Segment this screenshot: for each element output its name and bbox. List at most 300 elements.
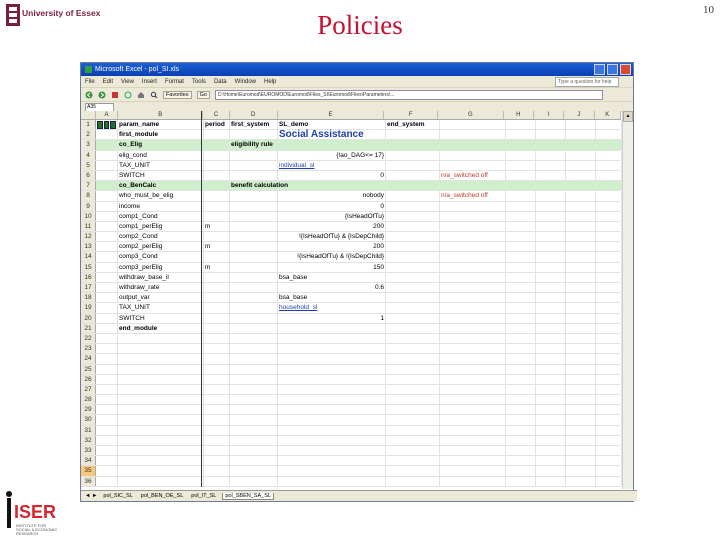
cell-h[interactable] <box>506 344 536 353</box>
cell-i[interactable] <box>536 232 566 241</box>
cell-h[interactable] <box>506 212 536 221</box>
cell-f[interactable] <box>386 191 440 200</box>
cell-j[interactable] <box>566 191 596 200</box>
cell-e[interactable]: Social Assistance <box>278 130 386 139</box>
cell-i[interactable] <box>536 415 566 424</box>
cell-e[interactable] <box>278 395 386 404</box>
cell-g[interactable]: n/a_switched off <box>440 191 506 200</box>
cell-f[interactable] <box>386 314 440 323</box>
row-number[interactable]: 30 <box>81 415 96 424</box>
cell-h[interactable] <box>506 151 536 160</box>
cell-h[interactable] <box>506 365 536 374</box>
cell-h[interactable] <box>506 466 536 475</box>
cell-b[interactable]: TAX_UNIT <box>118 303 204 312</box>
forward-icon[interactable] <box>98 91 106 99</box>
cell-g[interactable] <box>440 385 506 394</box>
cell-g[interactable] <box>440 273 506 282</box>
cell-d[interactable] <box>230 426 278 435</box>
cell-c[interactable] <box>204 385 230 394</box>
cell-f[interactable] <box>386 303 440 312</box>
row-number[interactable]: 23 <box>81 344 96 353</box>
cell-g[interactable] <box>440 415 506 424</box>
cell-i[interactable] <box>536 405 566 414</box>
cell-e[interactable]: 0 <box>278 171 386 180</box>
cell-f[interactable] <box>386 385 440 394</box>
cell-j[interactable] <box>566 273 596 282</box>
cell-k[interactable] <box>596 151 622 160</box>
cell-i[interactable] <box>536 375 566 384</box>
cell-h[interactable] <box>506 161 536 170</box>
cell-g[interactable] <box>440 314 506 323</box>
cell-a[interactable] <box>96 324 118 333</box>
cell-i[interactable] <box>536 314 566 323</box>
cell-i[interactable] <box>536 212 566 221</box>
cell-k[interactable] <box>596 314 622 323</box>
cell-h[interactable] <box>506 415 536 424</box>
cell-d[interactable] <box>230 395 278 404</box>
cell-a[interactable] <box>96 202 118 211</box>
cell-k[interactable] <box>596 120 622 129</box>
cell-a[interactable] <box>96 130 118 139</box>
cell-b[interactable]: comp2_Cond <box>118 232 204 241</box>
cell-j[interactable] <box>566 181 596 190</box>
cell-g[interactable] <box>440 263 506 272</box>
cell-f[interactable] <box>386 324 440 333</box>
cell-h[interactable] <box>506 293 536 302</box>
cell-a[interactable] <box>96 212 118 221</box>
cell-h[interactable] <box>506 222 536 231</box>
cell-k[interactable] <box>596 130 622 139</box>
cell-j[interactable] <box>566 161 596 170</box>
column-header[interactable]: A <box>96 111 119 119</box>
cell-a[interactable] <box>96 466 118 475</box>
cell-c[interactable] <box>204 212 230 221</box>
cell-g[interactable] <box>440 161 506 170</box>
row-number[interactable]: 25 <box>81 365 96 374</box>
cell-a[interactable] <box>96 140 118 149</box>
cell-i[interactable] <box>536 222 566 231</box>
cell-j[interactable] <box>566 466 596 475</box>
row-number[interactable]: 26 <box>81 375 96 384</box>
cell-d[interactable] <box>230 466 278 475</box>
cell-k[interactable] <box>596 171 622 180</box>
cell-e[interactable] <box>278 140 386 149</box>
cell-i[interactable] <box>536 466 566 475</box>
cell-f[interactable] <box>386 161 440 170</box>
row-number[interactable]: 9 <box>81 202 96 211</box>
column-header[interactable]: K <box>595 111 621 119</box>
cell-d[interactable] <box>230 415 278 424</box>
cell-d[interactable] <box>230 212 278 221</box>
cell-c[interactable]: m <box>204 222 230 231</box>
cell-j[interactable] <box>566 140 596 149</box>
cell-g[interactable] <box>440 436 506 445</box>
cell-a[interactable] <box>96 385 118 394</box>
cell-c[interactable] <box>204 293 230 302</box>
cell-i[interactable] <box>536 436 566 445</box>
cell-d[interactable] <box>230 151 278 160</box>
cell-k[interactable] <box>596 446 622 455</box>
row-number[interactable]: 11 <box>81 222 96 231</box>
cell-a[interactable] <box>96 334 118 343</box>
cell-a[interactable] <box>96 263 118 272</box>
cell-g[interactable] <box>440 405 506 414</box>
cell-j[interactable] <box>566 334 596 343</box>
cell-k[interactable] <box>596 303 622 312</box>
cell-k[interactable] <box>596 466 622 475</box>
cell-k[interactable] <box>596 334 622 343</box>
column-header[interactable]: C <box>203 111 229 119</box>
cell-k[interactable] <box>596 263 622 272</box>
cell-b[interactable]: param_name <box>118 120 204 129</box>
column-header[interactable]: I <box>534 111 564 119</box>
cell-e[interactable] <box>278 446 386 455</box>
cell-g[interactable] <box>440 375 506 384</box>
cell-d[interactable] <box>230 314 278 323</box>
cell-g[interactable] <box>440 283 506 292</box>
cell-b[interactable] <box>118 375 204 384</box>
home-icon[interactable] <box>137 91 145 99</box>
cell-f[interactable] <box>386 283 440 292</box>
cell-a[interactable] <box>96 415 118 424</box>
cell-b[interactable]: comp2_perElig <box>118 242 204 251</box>
cell-e[interactable]: bsa_base <box>278 273 386 282</box>
cell-a[interactable] <box>96 456 118 465</box>
cell-g[interactable] <box>440 354 506 363</box>
cell-j[interactable] <box>566 212 596 221</box>
cell-h[interactable] <box>506 334 536 343</box>
cell-h[interactable] <box>506 303 536 312</box>
cell-h[interactable] <box>506 252 536 261</box>
cell-k[interactable] <box>596 405 622 414</box>
cell-j[interactable] <box>566 314 596 323</box>
cell-h[interactable] <box>506 202 536 211</box>
cell-g[interactable] <box>440 426 506 435</box>
cell-e[interactable]: individual_sl <box>278 161 386 170</box>
row-number[interactable]: 17 <box>81 283 96 292</box>
column-header[interactable]: F <box>384 111 438 119</box>
cell-f[interactable] <box>386 426 440 435</box>
row-number[interactable]: 1 <box>81 120 96 129</box>
row-number[interactable]: 24 <box>81 354 96 363</box>
cell-i[interactable] <box>536 151 566 160</box>
cell-e[interactable]: {IsHeadOfTu} <box>278 212 386 221</box>
cell-b[interactable] <box>118 395 204 404</box>
scroll-up-icon[interactable]: ▲ <box>623 111 633 122</box>
cell-i[interactable] <box>536 120 566 129</box>
row-number[interactable]: 28 <box>81 395 96 404</box>
cell-a[interactable] <box>96 303 118 312</box>
cell-e[interactable] <box>278 181 386 190</box>
row-number[interactable]: 20 <box>81 314 96 323</box>
row-number[interactable]: 15 <box>81 263 96 272</box>
cell-c[interactable] <box>204 354 230 363</box>
cell-j[interactable] <box>566 436 596 445</box>
cell-g[interactable] <box>440 477 506 486</box>
cell-h[interactable] <box>506 273 536 282</box>
cell-a[interactable] <box>96 426 118 435</box>
cell-c[interactable] <box>204 252 230 261</box>
cell-f[interactable] <box>386 202 440 211</box>
cell-k[interactable] <box>596 354 622 363</box>
cell-j[interactable] <box>566 222 596 231</box>
cell-b[interactable]: income <box>118 202 204 211</box>
cell-f[interactable] <box>386 232 440 241</box>
cell-g[interactable] <box>440 293 506 302</box>
row-number[interactable]: 36 <box>81 477 96 486</box>
cell-f[interactable] <box>386 252 440 261</box>
cell-f[interactable] <box>386 466 440 475</box>
cell-c[interactable] <box>204 273 230 282</box>
cell-k[interactable] <box>596 365 622 374</box>
cell-f[interactable] <box>386 273 440 282</box>
cell-c[interactable] <box>204 324 230 333</box>
cell-a[interactable] <box>96 395 118 404</box>
cell-f[interactable] <box>386 242 440 251</box>
menu-edit[interactable]: Edit <box>102 78 114 85</box>
cell-c[interactable] <box>204 202 230 211</box>
cell-c[interactable]: m <box>204 242 230 251</box>
column-header[interactable]: B <box>118 111 203 119</box>
cell-e[interactable]: 150 <box>278 263 386 272</box>
cell-k[interactable] <box>596 273 622 282</box>
row-number[interactable]: 29 <box>81 405 96 414</box>
row-number[interactable]: 7 <box>81 181 96 190</box>
row-number[interactable]: 34 <box>81 456 96 465</box>
cell-g[interactable] <box>440 202 506 211</box>
maximize-button[interactable] <box>607 64 618 75</box>
cell-f[interactable] <box>386 436 440 445</box>
column-header[interactable]: J <box>564 111 594 119</box>
cell-i[interactable] <box>536 283 566 292</box>
cell-g[interactable] <box>440 456 506 465</box>
column-header[interactable]: G <box>438 111 504 119</box>
cell-a[interactable] <box>96 161 118 170</box>
column-header[interactable]: H <box>504 111 534 119</box>
cell-j[interactable] <box>566 354 596 363</box>
cell-c[interactable] <box>204 334 230 343</box>
cell-c[interactable] <box>204 151 230 160</box>
cell-d[interactable] <box>230 456 278 465</box>
cell-i[interactable] <box>536 242 566 251</box>
cell-b[interactable]: withdraw_rate <box>118 283 204 292</box>
cell-b[interactable]: withdraw_base_il <box>118 273 204 282</box>
cell-b[interactable]: who_must_be_elig <box>118 191 204 200</box>
cell-i[interactable] <box>536 344 566 353</box>
cell-g[interactable] <box>440 181 506 190</box>
cell-c[interactable] <box>204 232 230 241</box>
cell-k[interactable] <box>596 477 622 486</box>
cell-e[interactable] <box>278 436 386 445</box>
row-number[interactable]: 21 <box>81 324 96 333</box>
cell-j[interactable] <box>566 283 596 292</box>
cell-c[interactable] <box>204 344 230 353</box>
cell-e[interactable] <box>278 354 386 363</box>
cell-g[interactable]: n/a_switched off <box>440 171 506 180</box>
cell-k[interactable] <box>596 181 622 190</box>
row-number[interactable]: 8 <box>81 191 96 200</box>
cell-i[interactable] <box>536 140 566 149</box>
cell-g[interactable] <box>440 130 506 139</box>
cell-a[interactable] <box>96 405 118 414</box>
cell-i[interactable] <box>536 293 566 302</box>
cell-h[interactable] <box>506 191 536 200</box>
cell-b[interactable]: co_BenCalc <box>118 181 204 190</box>
cell-d[interactable] <box>230 385 278 394</box>
cell-a[interactable] <box>96 120 118 129</box>
cell-d[interactable] <box>230 446 278 455</box>
cell-e[interactable]: 0.6 <box>278 283 386 292</box>
cell-f[interactable] <box>386 263 440 272</box>
cell-d[interactable] <box>230 375 278 384</box>
cell-d[interactable] <box>230 222 278 231</box>
cell-j[interactable] <box>566 324 596 333</box>
cell-g[interactable] <box>440 303 506 312</box>
cell-k[interactable] <box>596 140 622 149</box>
cell-e[interactable] <box>278 466 386 475</box>
cell-d[interactable] <box>230 161 278 170</box>
cell-c[interactable] <box>204 303 230 312</box>
cell-a[interactable] <box>96 232 118 241</box>
cell-j[interactable] <box>566 120 596 129</box>
name-box[interactable]: A35 <box>85 103 114 112</box>
cell-h[interactable] <box>506 354 536 363</box>
cell-i[interactable] <box>536 395 566 404</box>
cell-f[interactable] <box>386 456 440 465</box>
cell-j[interactable] <box>566 365 596 374</box>
cell-g[interactable] <box>440 344 506 353</box>
cell-k[interactable] <box>596 395 622 404</box>
cell-c[interactable] <box>204 375 230 384</box>
cell-f[interactable] <box>386 477 440 486</box>
cell-a[interactable] <box>96 181 118 190</box>
cell-h[interactable] <box>506 405 536 414</box>
cell-j[interactable] <box>566 202 596 211</box>
cell-a[interactable] <box>96 242 118 251</box>
menu-tools[interactable]: Tools <box>191 78 206 85</box>
cell-b[interactable] <box>118 446 204 455</box>
cell-k[interactable] <box>596 426 622 435</box>
cell-d[interactable]: eligibility rule <box>230 140 278 149</box>
cell-c[interactable] <box>204 161 230 170</box>
cell-h[interactable] <box>506 263 536 272</box>
cell-b[interactable]: output_var <box>118 293 204 302</box>
sheet-tab[interactable]: pol_SIC_SL <box>103 493 133 499</box>
back-icon[interactable] <box>85 91 93 99</box>
cell-k[interactable] <box>596 436 622 445</box>
cell-h[interactable] <box>506 242 536 251</box>
cell-i[interactable] <box>536 263 566 272</box>
cell-b[interactable] <box>118 466 204 475</box>
cell-e[interactable]: {!ao_DAG<= 17} <box>278 151 386 160</box>
cell-j[interactable] <box>566 426 596 435</box>
sheet-tab-active[interactable]: pol_SBEN_SA_SL <box>222 493 274 500</box>
cell-a[interactable] <box>96 375 118 384</box>
cell-e[interactable]: !{IsHeadOfTu} & !{IsDepChild} <box>278 252 386 261</box>
cell-f[interactable] <box>386 354 440 363</box>
cell-e[interactable] <box>278 426 386 435</box>
cell-g[interactable] <box>440 242 506 251</box>
cell-h[interactable] <box>506 181 536 190</box>
cell-i[interactable] <box>536 446 566 455</box>
cell-b[interactable]: SWITCH <box>118 314 204 323</box>
address-field[interactable]: D:\Home\Euromod\EUROMOD\Euromod\Files_SI\Euromod\Files\Parameters\... <box>215 90 603 100</box>
cell-a[interactable] <box>96 252 118 261</box>
cell-h[interactable] <box>506 477 536 486</box>
cell-f[interactable] <box>386 130 440 139</box>
cell-a[interactable] <box>96 477 118 486</box>
cell-f[interactable] <box>386 446 440 455</box>
cell-g[interactable] <box>440 365 506 374</box>
cell-i[interactable] <box>536 171 566 180</box>
cell-k[interactable] <box>596 283 622 292</box>
cell-h[interactable] <box>506 130 536 139</box>
cell-c[interactable] <box>204 415 230 424</box>
cell-e[interactable]: 200 <box>278 222 386 231</box>
cell-i[interactable] <box>536 334 566 343</box>
cell-e[interactable] <box>278 324 386 333</box>
cell-f[interactable] <box>386 222 440 231</box>
cell-d[interactable] <box>230 202 278 211</box>
cell-h[interactable] <box>506 385 536 394</box>
cell-d[interactable] <box>230 191 278 200</box>
cell-d[interactable] <box>230 334 278 343</box>
cell-b[interactable] <box>118 426 204 435</box>
cell-f[interactable] <box>386 405 440 414</box>
cell-c[interactable] <box>204 191 230 200</box>
cell-j[interactable] <box>566 395 596 404</box>
sheet-tab[interactable]: pol_IT_SL <box>191 493 217 499</box>
cell-c[interactable] <box>204 314 230 323</box>
cell-h[interactable] <box>506 375 536 384</box>
cell-d[interactable] <box>230 365 278 374</box>
cell-h[interactable] <box>506 456 536 465</box>
cell-j[interactable] <box>566 303 596 312</box>
cell-j[interactable] <box>566 232 596 241</box>
cell-i[interactable] <box>536 161 566 170</box>
cell-b[interactable]: TAX_UNIT <box>118 161 204 170</box>
cell-c[interactable] <box>204 181 230 190</box>
cell-j[interactable] <box>566 344 596 353</box>
cell-f[interactable] <box>386 334 440 343</box>
cell-f[interactable] <box>386 375 440 384</box>
cell-j[interactable] <box>566 385 596 394</box>
cell-a[interactable] <box>96 344 118 353</box>
cell-j[interactable] <box>566 477 596 486</box>
row-number[interactable]: 16 <box>81 273 96 282</box>
row-number[interactable]: 4 <box>81 151 96 160</box>
cell-e[interactable] <box>278 405 386 414</box>
cell-i[interactable] <box>536 202 566 211</box>
cell-f[interactable] <box>386 365 440 374</box>
stop-icon[interactable] <box>111 91 119 99</box>
row-number[interactable]: 35 <box>81 466 96 475</box>
cell-d[interactable] <box>230 477 278 486</box>
cell-k[interactable] <box>596 232 622 241</box>
menu-data[interactable]: Data <box>213 78 227 85</box>
row-number[interactable]: 22 <box>81 334 96 343</box>
cell-d[interactable] <box>230 242 278 251</box>
column-header[interactable]: D <box>230 111 278 119</box>
cell-i[interactable] <box>536 477 566 486</box>
cell-c[interactable] <box>204 395 230 404</box>
cell-c[interactable] <box>204 365 230 374</box>
cell-i[interactable] <box>536 354 566 363</box>
search-icon[interactable] <box>150 91 158 99</box>
cell-k[interactable] <box>596 242 622 251</box>
cell-d[interactable] <box>230 263 278 272</box>
cell-b[interactable]: comp1_Cond <box>118 212 204 221</box>
